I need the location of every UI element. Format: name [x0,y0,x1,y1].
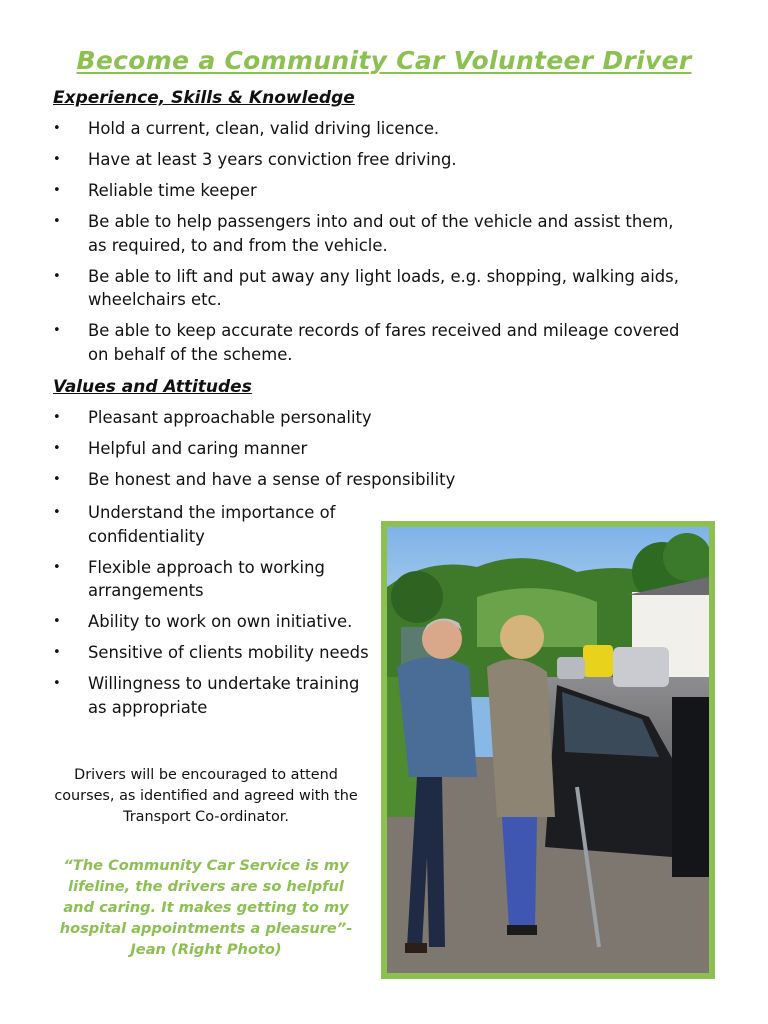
training-note: Drivers will be encouraged to attend courses, as identified and agreed with the Transport Co-ordinator. [54,767,358,825]
list-item: • Be able to help passengers into and out of the vehicle and assist them, as required, to and from the vehicle. [53,210,693,257]
list-item: • Have at least 3 years conviction free driving. [53,148,693,172]
list-item: • Hold a current, clean, valid driving licence. [53,117,693,141]
list-item: • Ability to work on own initiative. [53,610,383,634]
list-item: • Be honest and have a sense of responsibility [53,468,693,492]
man-torso [397,657,477,777]
list-item: • Helpful and caring manner [53,437,693,461]
volunteer-photo [381,521,715,979]
photo-illustration [387,527,709,973]
page-title: Become a Community Car Volunteer Driver [76,46,692,75]
silver-van [613,647,669,687]
section-heading-values: Values and Attitudes [53,377,252,397]
list-item: • Sensitive of clients mobility needs [53,641,383,665]
tree [391,571,443,623]
car-body [672,697,709,877]
list-item: • Willingness to undertake training as appropriate [53,672,383,719]
values-list [53,406,693,499]
list-item: • Understand the importance of confidentiality [53,501,383,548]
list-item: • Be able to lift and put away any light loads, e.g. shopping, walking aids, wheelchairs etc. [53,265,693,312]
list-item: • Flexible approach to working arrangements [53,556,383,603]
shoe [405,943,427,953]
list-item: • Be able to keep accurate records of fares received and mileage covered on behalf of the scheme. [53,319,693,366]
woman-head [500,615,544,659]
list-item: • Pleasant approachable personality [53,406,693,430]
experience-list [53,117,693,374]
yellow-van [583,645,613,677]
shoe [507,925,537,935]
small-car [557,657,585,679]
testimonial-quote: “The Community Car Service is my lifeline, the drivers are so helpful and caring. It makes getting to my hospital appointments a pleasure”- Jean (Right Photo) [59,857,353,958]
woman-coat [487,659,555,817]
values-list-continued [53,501,383,727]
section-heading-experience: Experience, Skills & Knowledge [53,88,355,108]
tree [663,533,709,581]
list-item: • Reliable time keeper [53,179,693,203]
